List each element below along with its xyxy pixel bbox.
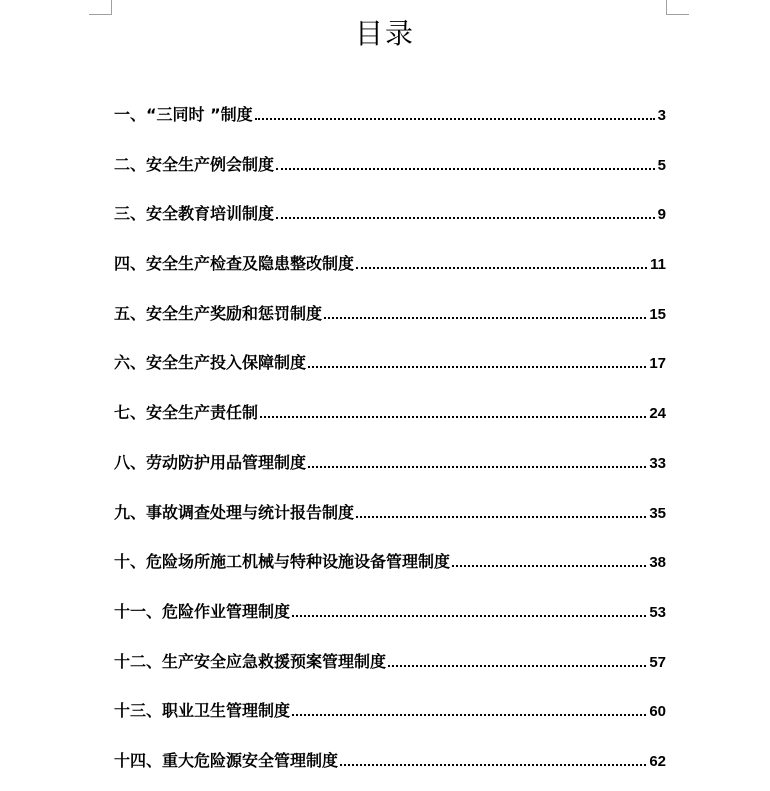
toc-entry-label: 十三、职业卫生管理制度 <box>114 701 291 721</box>
toc-dot-leader <box>356 516 646 518</box>
toc-entry-label: 二、安全生产例会制度 <box>114 154 275 174</box>
toc-page-number: 24 <box>649 405 666 423</box>
toc-dot-leader <box>324 317 646 319</box>
toc-entry-label: 一、“三同时 ”制度 <box>114 105 253 124</box>
toc-dot-leader <box>308 366 646 368</box>
toc-page-number: 62 <box>649 752 666 770</box>
toc-entry-2[interactable] <box>114 125 666 175</box>
toc-entry-1[interactable] <box>114 101 666 125</box>
toc-entry-label: 十二、生产安全应急救援预案管理制度 <box>114 651 387 671</box>
toc-page-number: 5 <box>657 156 666 174</box>
toc-page-number: 53 <box>649 603 666 621</box>
toc-entry-label: 三、安全教育培训制度 <box>114 204 275 224</box>
toc-dot-leader <box>452 565 646 567</box>
toc-entry-label: 九、事故调查处理与统计报告制度 <box>114 502 355 522</box>
toc-entry-4[interactable] <box>114 224 666 274</box>
toc-entry-11[interactable] <box>114 572 666 622</box>
toc-entry-6[interactable] <box>114 324 666 374</box>
toc-entry-9[interactable] <box>114 473 666 523</box>
toc-entry-14[interactable] <box>114 721 666 771</box>
toc-dot-leader <box>340 764 646 766</box>
toc-dot-leader <box>260 416 646 418</box>
toc-dot-leader <box>308 466 646 468</box>
table-of-contents <box>114 101 666 771</box>
toc-page-number: 17 <box>649 355 666 373</box>
toc-page-number: 3 <box>657 107 666 124</box>
toc-entry-label: 十四、重大危险源安全管理制度 <box>114 750 339 770</box>
page-title: 目录 <box>354 17 415 50</box>
toc-entry-label: 六、安全生产投入保障制度 <box>114 353 307 373</box>
toc-page-number: 38 <box>649 554 666 572</box>
toc-dot-leader <box>292 714 646 716</box>
toc-entry-12[interactable] <box>114 622 666 672</box>
toc-page-number: 35 <box>649 504 666 522</box>
toc-entry-label: 五、安全生产奖励和惩罚制度 <box>114 303 323 323</box>
toc-entry-label: 七、安全生产责任制 <box>114 403 259 423</box>
toc-dot-leader <box>356 267 647 269</box>
toc-entry-7[interactable] <box>114 373 666 423</box>
toc-dot-leader <box>388 665 646 667</box>
toc-entry-10[interactable] <box>114 523 666 573</box>
toc-page-number: 57 <box>649 653 666 671</box>
toc-entry-5[interactable] <box>114 274 666 324</box>
toc-dot-leader <box>276 217 655 219</box>
toc-page-number: 11 <box>650 256 666 274</box>
toc-entry-label: 八、劳动防护用品管理制度 <box>114 452 307 472</box>
toc-entry-3[interactable] <box>114 175 666 225</box>
toc-entry-label: 十一、危险作业管理制度 <box>114 601 291 621</box>
toc-dot-leader <box>292 615 646 617</box>
toc-dot-leader <box>255 118 655 120</box>
toc-page-number: 15 <box>649 305 666 323</box>
toc-entry-13[interactable] <box>114 672 666 722</box>
toc-page-number: 60 <box>649 703 666 721</box>
toc-entry-8[interactable] <box>114 423 666 473</box>
toc-dot-leader <box>276 168 655 170</box>
toc-entry-label: 四、安全生产检查及隐患整改制度 <box>114 254 355 274</box>
toc-entry-label: 十、危险场所施工机械与特种设施设备管理制度 <box>114 552 451 572</box>
toc-page-number: 9 <box>657 206 666 224</box>
toc-page-number: 33 <box>649 454 666 472</box>
